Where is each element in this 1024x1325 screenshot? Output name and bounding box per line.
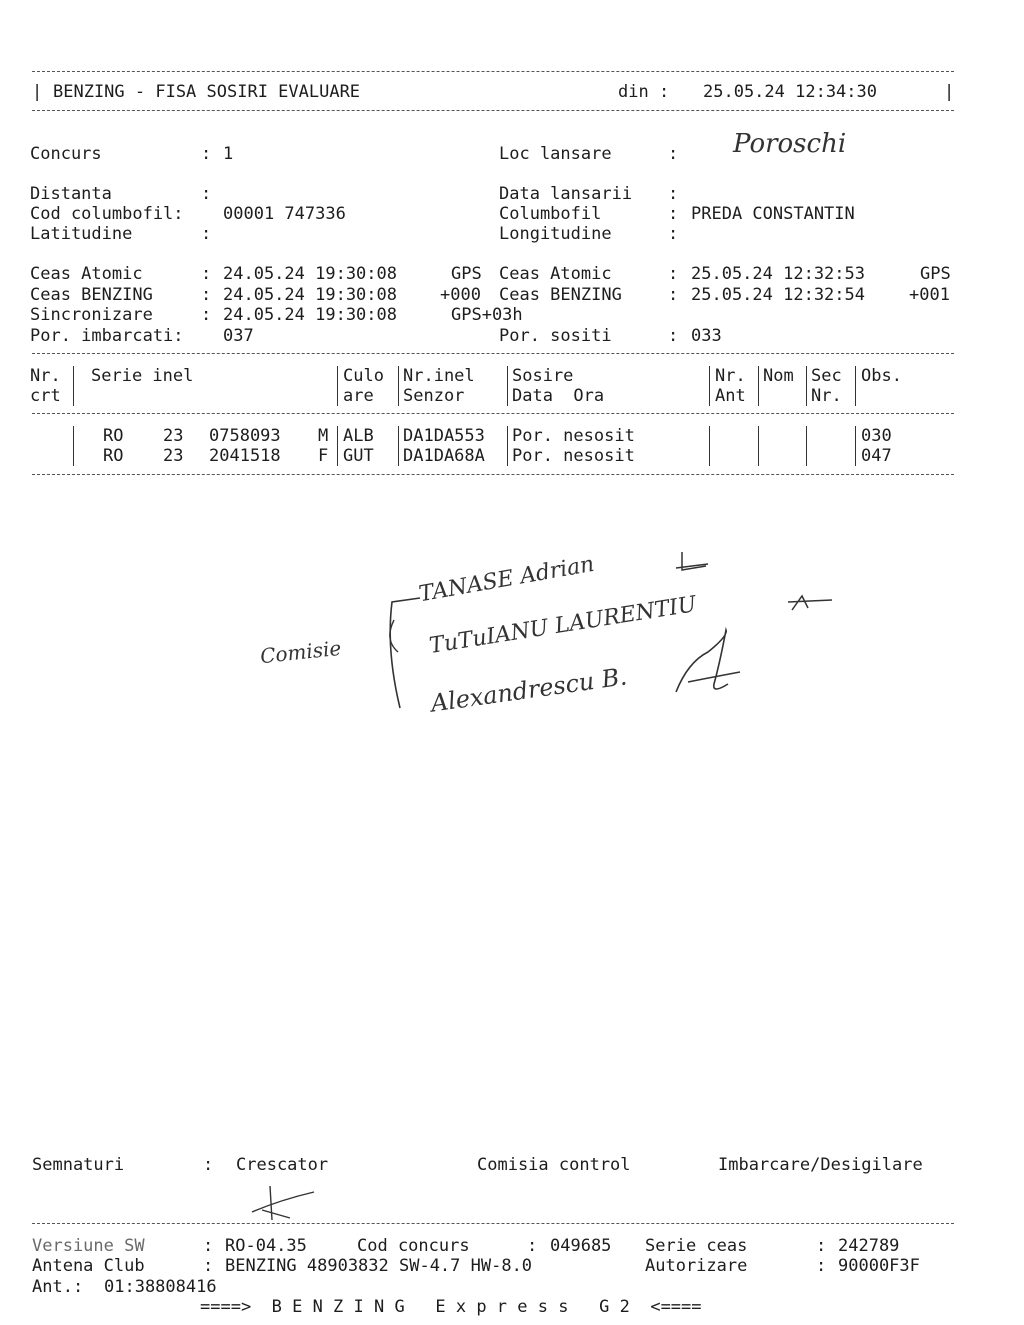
td-sep xyxy=(337,426,338,466)
header-bottom-rule xyxy=(32,110,954,111)
row2-tara: RO xyxy=(103,446,124,466)
th-nom: Nom xyxy=(763,366,794,386)
th-culoare-2: are xyxy=(343,386,374,406)
th-sep xyxy=(709,366,710,406)
din-value: 25.05.24 12:34:30 xyxy=(703,82,877,102)
th-sep xyxy=(73,366,74,406)
td-sep xyxy=(709,426,710,466)
ceas-atomic-left-label: Ceas Atomic xyxy=(30,264,143,284)
ceas-atomic-right-value: 25.05.24 12:32:53 xyxy=(691,264,865,284)
longitudine-label: Longitudine xyxy=(499,224,612,244)
ceas-atomic-left-suffix: GPS xyxy=(451,264,482,284)
row1-senzor: DA1DA553 xyxy=(403,426,485,446)
ceas-benzing-right-suffix: +001 xyxy=(909,285,950,305)
th-sosire-2: Data Ora xyxy=(512,386,605,406)
header-left-bar: | xyxy=(32,82,43,102)
th-sec-2: Nr. xyxy=(811,386,842,406)
row2-sosire: Por. nesosit xyxy=(512,446,635,466)
data-lansarii-colon: : xyxy=(668,184,679,204)
td-sep xyxy=(855,426,856,466)
th-nr-crt-1: Nr. xyxy=(30,366,61,386)
row2-sex: F xyxy=(318,446,329,466)
row1-an: 23 xyxy=(163,426,184,446)
row1-sex: M xyxy=(318,426,329,446)
th-nr-crt-2: crt xyxy=(30,386,61,406)
td-sep xyxy=(398,426,399,466)
por-sositi-label: Por. sositi xyxy=(499,326,612,346)
td-sep xyxy=(806,426,807,466)
ceas-benzing-left-value: 24.05.24 19:30:08 xyxy=(223,285,397,305)
header-top-rule xyxy=(32,71,954,72)
latitudine-label: Latitudine xyxy=(30,224,133,244)
row1-culoare: ALB xyxy=(343,426,374,446)
header-right-bar: | xyxy=(944,82,955,102)
cod-columbofil-label: Cod columbofil: xyxy=(30,204,184,224)
handwritten-name-1: TANASE Adrian xyxy=(417,551,597,608)
row2-culoare: GUT xyxy=(343,446,374,466)
handwritten-comisie: Comisie xyxy=(258,635,343,669)
data-lansarii-label: Data lansarii xyxy=(499,184,633,204)
th-sec-1: Sec xyxy=(811,366,842,386)
autorizare-value: 90000F3F xyxy=(838,1256,920,1276)
table-top-rule xyxy=(32,353,954,354)
semnaturi-label: Semnaturi xyxy=(32,1155,125,1175)
td-sep xyxy=(507,426,508,466)
benzing-brand-line: ====> B E N Z I N G E x p r e s s G 2 <==== xyxy=(200,1297,702,1317)
th-sep xyxy=(398,366,399,406)
versiune-label: Versiune SW xyxy=(32,1236,145,1256)
handwritten-initial-2 xyxy=(786,592,836,616)
antena-colon: : xyxy=(203,1256,214,1276)
sincronizare-value: 24.05.24 19:30:08 xyxy=(223,305,397,325)
por-imbarcati-label: Por. imbarcati: xyxy=(30,326,184,346)
ceas-benzing-right-colon: : xyxy=(668,285,679,305)
loc-lansare-colon: : xyxy=(668,144,679,164)
loc-lansare-handwritten: Poroschi xyxy=(733,129,847,159)
autorizare-label: Autorizare xyxy=(645,1256,748,1276)
ceas-benzing-left-suffix: +000 xyxy=(440,285,481,305)
por-imbarcati-value: 037 xyxy=(223,326,254,346)
por-sositi-colon: : xyxy=(668,326,679,346)
handwritten-name-3: Alexandrescu B. xyxy=(429,662,629,718)
row2-obs: 047 xyxy=(861,446,892,466)
sincronizare-label: Sincronizare xyxy=(30,305,153,325)
th-nr-inel-1: Nr.inel xyxy=(403,366,475,386)
distanta-colon: : xyxy=(201,184,212,204)
ceas-benzing-left-label: Ceas BENZING xyxy=(30,285,153,305)
th-sep xyxy=(507,366,508,406)
ceas-benzing-right-label: Ceas BENZING xyxy=(499,285,622,305)
table-header-rule xyxy=(32,413,954,414)
th-nr-ant-2: Ant xyxy=(715,386,746,406)
concurs-label: Concurs xyxy=(30,144,102,164)
ceas-benzing-left-colon: : xyxy=(201,285,212,305)
th-serie-inel: Serie inel xyxy=(91,366,194,386)
ceas-atomic-right-label: Ceas Atomic xyxy=(499,264,612,284)
crescator-signature xyxy=(240,1182,320,1224)
loc-lansare-label: Loc lansare xyxy=(499,144,612,164)
cod-concurs-value: 049685 xyxy=(550,1236,612,1256)
ceas-atomic-left-value: 24.05.24 19:30:08 xyxy=(223,264,397,284)
serie-ceas-label: Serie ceas xyxy=(645,1236,748,1256)
handwritten-initial-1 xyxy=(672,548,712,578)
row2-senzor: DA1DA68A xyxy=(403,446,485,466)
th-nr-ant-1: Nr. xyxy=(715,366,746,386)
td-sep xyxy=(73,426,74,466)
columbofil-colon: : xyxy=(668,204,679,224)
ceas-atomic-right-suffix: GPS xyxy=(920,264,951,284)
td-sep xyxy=(758,426,759,466)
distanta-label: Distanta xyxy=(30,184,112,204)
row2-numar: 2041518 xyxy=(209,446,281,466)
concurs-colon: : xyxy=(201,144,212,164)
handwritten-bracket xyxy=(380,590,430,720)
handwritten-signature-mark xyxy=(668,622,748,702)
autorizare-colon: : xyxy=(816,1256,827,1276)
th-sep xyxy=(806,366,807,406)
th-sep xyxy=(855,366,856,406)
document-title: BENZING - FISA SOSIRI EVALUARE xyxy=(53,82,361,102)
ceas-benzing-right-value: 25.05.24 12:32:54 xyxy=(691,285,865,305)
table-bottom-rule xyxy=(32,474,954,475)
th-sep xyxy=(758,366,759,406)
th-nr-inel-2: Senzor xyxy=(403,386,465,406)
row1-sosire: Por. nesosit xyxy=(512,426,635,446)
din-label: din : xyxy=(618,82,670,102)
semnaturi-colon: : xyxy=(203,1155,214,1175)
ceas-atomic-right-colon: : xyxy=(668,264,679,284)
cod-columbofil-value: 00001 747336 xyxy=(223,204,346,224)
ceas-atomic-left-colon: : xyxy=(201,264,212,284)
imbarcare-label: Imbarcare/Desigilare xyxy=(718,1155,923,1175)
ant-label: Ant.: xyxy=(32,1277,84,1297)
th-culoare-1: Culo xyxy=(343,366,384,386)
cod-concurs-label: Cod concurs xyxy=(357,1236,470,1256)
sincronizare-suffix: GPS+03h xyxy=(451,305,523,325)
handwritten-name-2: TuTuIANU LAURENTIU xyxy=(427,592,699,659)
latitudine-colon: : xyxy=(201,224,212,244)
versiune-colon: : xyxy=(203,1236,214,1256)
row1-obs: 030 xyxy=(861,426,892,446)
sincronizare-colon: : xyxy=(201,305,212,325)
row1-numar: 0758093 xyxy=(209,426,281,446)
concurs-value: 1 xyxy=(223,144,234,164)
versiune-value: RO-04.35 xyxy=(225,1236,307,1256)
serie-ceas-colon: : xyxy=(816,1236,827,1256)
longitudine-colon: : xyxy=(668,224,679,244)
row1-tara: RO xyxy=(103,426,124,446)
comisia-control-label: Comisia control xyxy=(477,1155,631,1175)
antena-label: Antena Club xyxy=(32,1256,145,1276)
crescator-label: Crescator xyxy=(236,1155,329,1175)
ant-value: 01:38808416 xyxy=(104,1277,217,1297)
th-obs: Obs. xyxy=(861,366,902,386)
cod-concurs-colon: : xyxy=(527,1236,538,1256)
por-sositi-value: 033 xyxy=(691,326,722,346)
footer-top-rule xyxy=(32,1223,954,1224)
columbofil-label: Columbofil xyxy=(499,204,602,224)
row2-an: 23 xyxy=(163,446,184,466)
antena-value: BENZING 48903832 SW-4.7 HW-8.0 xyxy=(225,1256,533,1276)
th-sosire-1: Sosire xyxy=(512,366,574,386)
th-sep xyxy=(337,366,338,406)
columbofil-value: PREDA CONSTANTIN xyxy=(691,204,855,224)
serie-ceas-value: 242789 xyxy=(838,1236,900,1256)
